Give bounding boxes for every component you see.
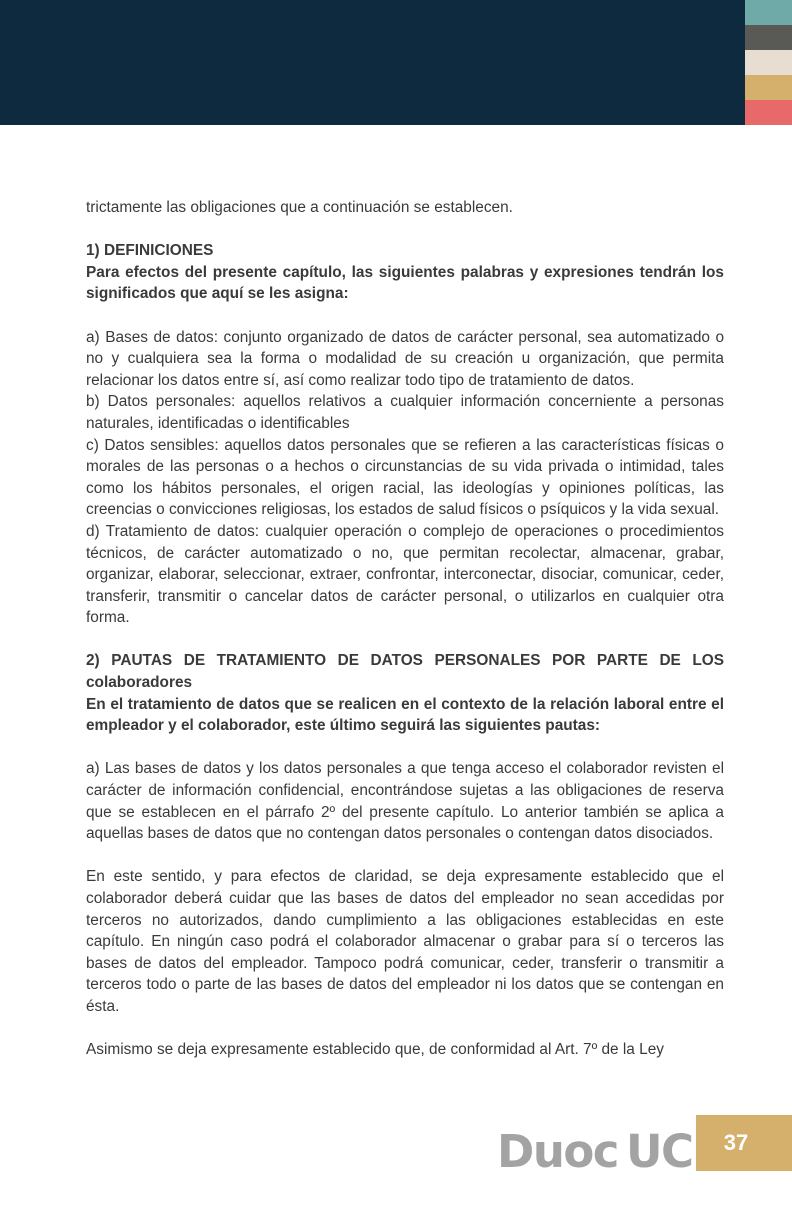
page-content <box>86 197 724 1061</box>
section-heading-definiciones: 1) DEFINICIONES <box>86 242 214 260</box>
paragraph-continuation: trictamente las obligaciones que a continuación se establecen. <box>86 199 513 216</box>
definition-tratamiento-de-datos: d) Tratamiento de datos: cualquier operación o complejo de operaciones o procedimientos técnicos, de carácter automatizado o no, que permitan recolectar, almacenar, grabar, organizar, elaborar, seleccionar, extraer, confrontar, interconectar, disociar, comunicar, ceder, transferir, transmitir o cancelar datos de carácter personal, o utilizarlos en cualquier otra forma. <box>86 522 724 627</box>
color-swatch-teal <box>745 0 792 25</box>
page-number: 37 <box>723 1130 749 1155</box>
color-swatch-gray <box>745 25 792 50</box>
definition-datos-personales: b) Datos personales: aquellos relativos a cualquier información concerniente a personas naturales, identificadas o identificables <box>86 393 724 432</box>
definition-bases-de-datos: a) Bases de datos: conjunto organizado de datos de carácter personal, sea automatizado o no y cualquiera sea la forma o modalidad de su creación u organización, que permita relacionar los datos entre sí, así como realizar todo tipo de tratamiento de datos. <box>86 328 724 389</box>
header-band <box>0 0 792 125</box>
section-intro-pautas: En el tratamiento de datos que se realicen en el contexto de la relación laboral entre el empleador y el colaborador, este último seguirá las siguientes pautas: <box>86 695 724 735</box>
section-heading-pautas: 2) PAUTAS DE TRATAMIENTO DE DATOS PERSONALES POR PARTE DE LOS colaboradores <box>86 652 724 692</box>
color-swatch-gold <box>745 75 792 100</box>
color-swatch-beige <box>745 50 792 75</box>
logo-text-uc: UC <box>625 1125 693 1178</box>
pauta-a: a) Las bases de datos y los datos personales a que tenga acceso el colaborador revisten el carácter de información confidencial, encontrándose sujetas a las obligaciones de reserva que se establecen en el párrafo 2º del presente capítulo. Lo anterior también se aplica a aquellas bases de datos que no contengan datos personales o contengan datos disociados. <box>86 760 724 843</box>
paragraph-en-este-sentido: En este sentido, y para efectos de claridad, se deja expresamente establecido que el colaborador deberá cuidar que las bases de datos del empleador no sean accedidas por terceros no autorizados, dando cumplimiento a las obligaciones establecidas en este capítulo. En ningún caso podrá el colaborador almacenar o grabar para sí o terceros las bases de datos del empleador. Tampoco podrá comunicar, ceder, transferir o transmitir a terceros todo o parte de las bases de datos del empleador ni los datos que se contengan en ésta. <box>86 868 724 1015</box>
duoc-uc-logo <box>497 1124 693 1180</box>
section-intro-definiciones: Para efectos del presente capítulo, las siguientes palabras y expresiones tendrán los significados que aquí se les asigna: <box>86 263 724 303</box>
definition-datos-sensibles: c) Datos sensibles: aquellos datos personales que se refieren a las características físicas o morales de las personas o a hechos o circunstancias de su vida privada o intimidad, tales como los hábitos personales, el origen racial, las ideologías y opiniones políticas, las creencias o convicciones religiosas, los estados de salud físicos o psíquicos y la vida sexual. <box>86 436 724 519</box>
page-number-box <box>696 1115 792 1171</box>
logo-text-duoc: Duoc <box>497 1125 618 1178</box>
paragraph-asimismo: Asimismo se deja expresamente establecido que, de conformidad al Art. 7º de la Ley <box>86 1041 664 1059</box>
color-swatch-coral <box>745 100 792 125</box>
color-strip <box>745 0 792 125</box>
